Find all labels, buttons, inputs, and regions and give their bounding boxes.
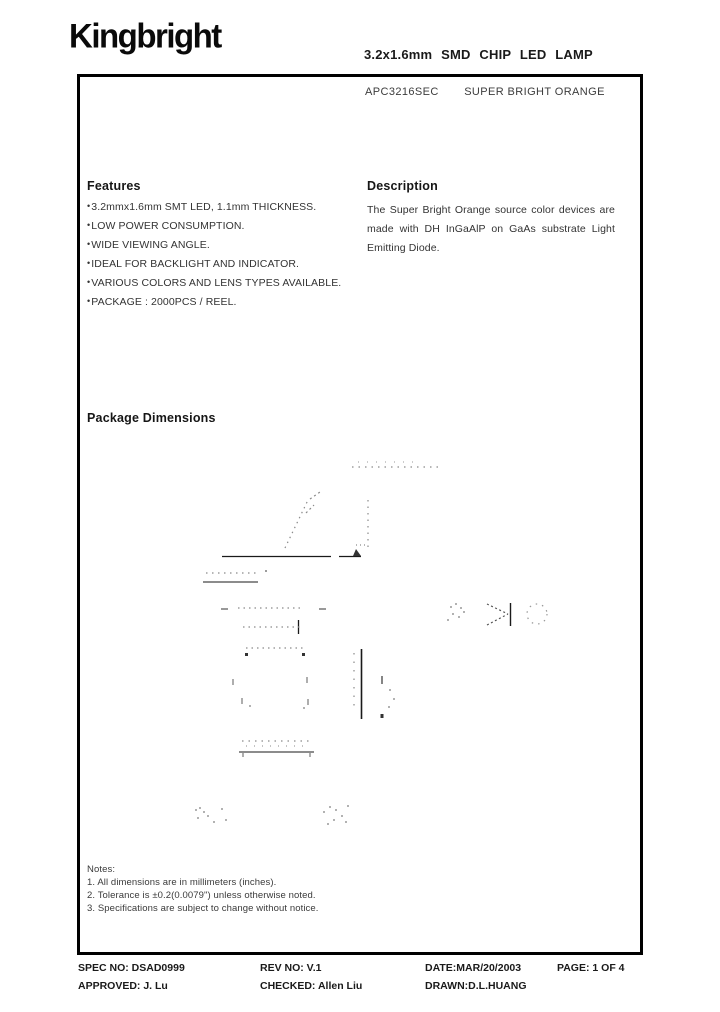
notes-block	[87, 863, 319, 915]
bullet-icon: •	[87, 258, 91, 268]
bullet-icon: •	[87, 220, 91, 230]
footer-drawn: DRAWN:D.L.HUANG	[425, 980, 527, 992]
note-line: 2. Tolerance is ±0.2(0.0079") unless otherwise noted.	[87, 890, 316, 901]
description-text: The Super Bright Orange source color devices are made with DH InGaAlP on GaAs substrate Light Emitting Diode.	[367, 204, 615, 254]
feature-text: WIDE VIEWING ANGLE.	[91, 239, 210, 251]
footer-spec-no: SPEC NO: DSAD0999	[78, 962, 185, 974]
part-number: APC3216SEC	[365, 86, 439, 98]
list-item	[87, 258, 341, 277]
package-dimensions-heading: Package Dimensions	[87, 411, 216, 425]
note-line: 3. Specifications are subject to change without notice.	[87, 903, 319, 914]
footer-page: PAGE: 1 OF 4	[557, 962, 625, 974]
part-identification	[365, 86, 605, 98]
footer-rev-no: REV NO: V.1	[260, 962, 322, 974]
kingbright-logo: Kingbright	[69, 16, 221, 55]
feature-text: PACKAGE : 2000PCS / REEL.	[91, 296, 237, 308]
features-heading: Features	[87, 179, 141, 193]
feature-text: VARIOUS COLORS AND LENS TYPES AVAILABLE.	[91, 277, 342, 289]
footer-date: DATE:MAR/20/2003	[425, 962, 522, 974]
feature-text: IDEAL FOR BACKLIGHT AND INDICATOR.	[91, 258, 300, 270]
bullet-icon: •	[87, 296, 91, 306]
feature-text: 3.2mmx1.6mm SMT LED, 1.1mm THICKNESS.	[91, 201, 317, 213]
part-color-name: SUPER BRIGHT ORANGE	[464, 86, 605, 98]
bullet-icon: •	[87, 201, 91, 211]
features-list	[87, 201, 341, 315]
list-item	[87, 201, 341, 220]
list-item	[87, 239, 341, 258]
notes-heading: Notes:	[87, 864, 116, 875]
bullet-icon: •	[87, 239, 91, 249]
description-heading: Description	[367, 179, 438, 193]
list-item	[87, 296, 341, 315]
list-item	[87, 277, 341, 296]
list-item	[87, 220, 341, 239]
footer-approved: APPROVED: J. Lu	[78, 980, 168, 992]
feature-text: LOW POWER CONSUMPTION.	[91, 220, 245, 232]
page-title: 3.2x1.6mm SMD CHIP LED LAMP	[364, 47, 593, 62]
bullet-icon: •	[87, 277, 91, 287]
note-line: 1. All dimensions are in millimeters (inches).	[87, 877, 277, 888]
footer-checked: CHECKED: Allen Liu	[260, 980, 363, 992]
